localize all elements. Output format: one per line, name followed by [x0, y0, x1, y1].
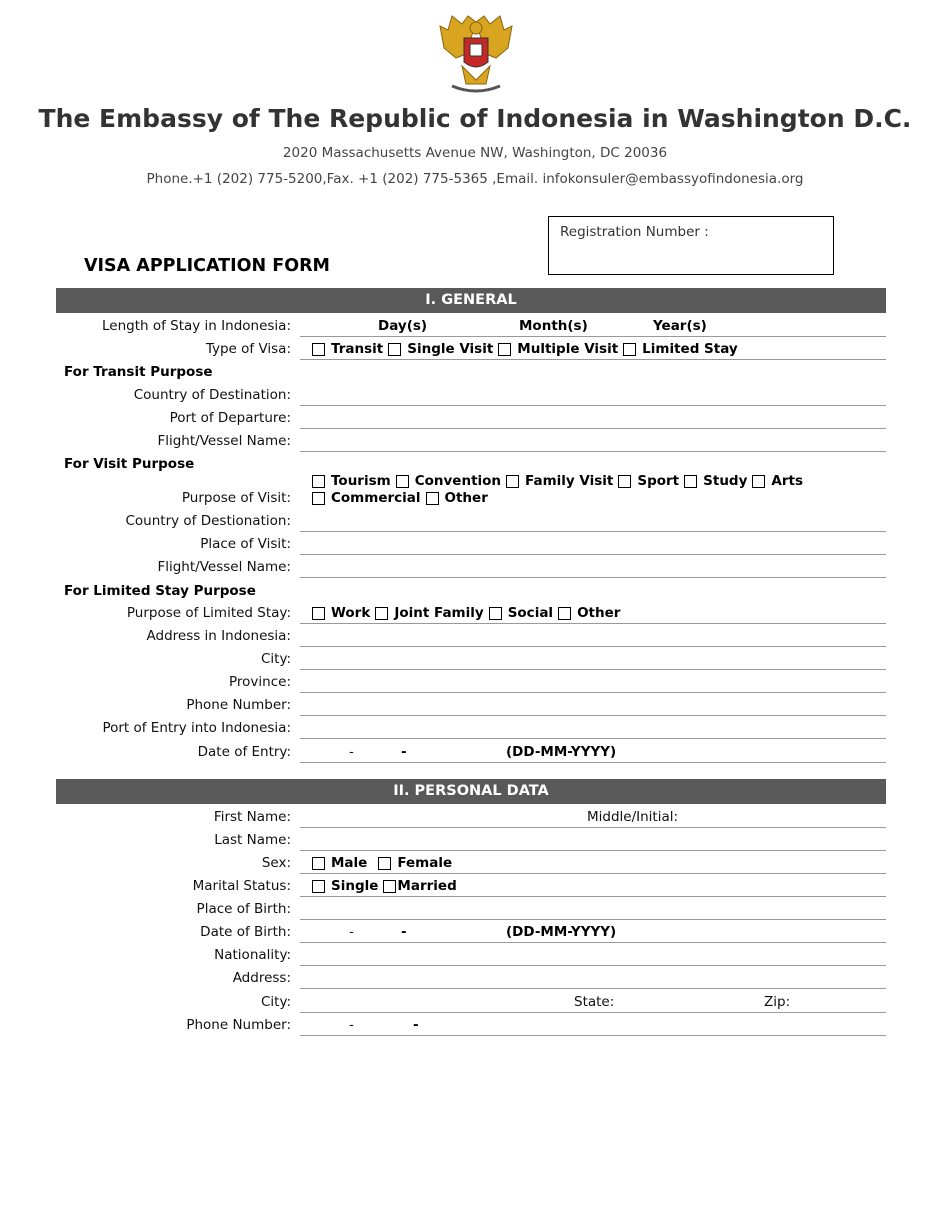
- sport-checkbox[interactable]: [618, 475, 631, 488]
- place-of-birth-row: [56, 897, 886, 920]
- purpose-of-limited-stay-label: Purpose of Limited Stay:: [126, 605, 291, 621]
- arts-checkbox[interactable]: [752, 475, 765, 488]
- visit-purpose-heading: For Visit Purpose: [64, 456, 195, 472]
- length-of-stay-row: [56, 314, 886, 337]
- female-checkbox[interactable]: [378, 857, 391, 870]
- dob-format-hint: (DD-MM-YYYY): [506, 924, 617, 940]
- sex-row: [56, 851, 886, 874]
- phone-indonesia-row: [56, 693, 886, 716]
- personal-city-label: City:: [260, 994, 291, 1010]
- work-option-label: Work: [331, 605, 371, 621]
- family-visit-option-label: Family Visit: [525, 473, 614, 489]
- transit-checkbox[interactable]: [312, 343, 325, 356]
- single-option-label: Single: [331, 878, 379, 894]
- limited-stay-option-label: Limited Stay: [642, 341, 738, 357]
- dob-dash-1: -: [349, 924, 354, 940]
- row-underline: [300, 359, 886, 360]
- convention-option-label: Convention: [414, 473, 502, 489]
- limited-stay-heading: For Limited Stay Purpose: [64, 583, 256, 599]
- convention-checkbox[interactable]: [396, 475, 409, 488]
- country-of-destionation-label: Country of Destionation:: [125, 513, 291, 529]
- transit-flight-label: Flight/Vessel Name:: [157, 433, 291, 449]
- family-visit-checkbox[interactable]: [506, 475, 519, 488]
- address-indonesia-row: [56, 624, 886, 647]
- phone-dash-2: -: [413, 1017, 419, 1033]
- place-of-birth-label: Place of Birth:: [196, 901, 291, 917]
- last-name-label: Last Name:: [214, 832, 291, 848]
- transit-flight-field[interactable]: [300, 451, 886, 452]
- registration-number-label: Registration Number :: [560, 224, 709, 240]
- marital-status-label: Marital Status:: [192, 878, 291, 894]
- multiple-visit-option-label: Multiple Visit: [517, 341, 619, 357]
- length-of-stay-label: Length of Stay in Indonesia:: [101, 318, 291, 334]
- tourism-checkbox[interactable]: [312, 475, 325, 488]
- limited-stay-purpose-row: [56, 601, 886, 624]
- nationality-label: Nationality:: [214, 947, 291, 963]
- date-of-birth-label: Date of Birth:: [200, 924, 291, 940]
- place-of-visit-label: Place of Visit:: [200, 536, 291, 552]
- single-checkbox[interactable]: [312, 880, 325, 893]
- address-label: Address:: [232, 970, 291, 986]
- form-title: VISA APPLICATION FORM: [84, 256, 330, 276]
- date-of-entry-label: Date of Entry:: [197, 744, 291, 760]
- middle-initial-label: Middle/Initial:: [587, 809, 679, 825]
- male-option-label: Male: [331, 855, 368, 871]
- transit-flight-row: [56, 429, 886, 452]
- address-row: [56, 966, 886, 989]
- married-checkbox[interactable]: [383, 880, 396, 893]
- male-checkbox[interactable]: [312, 857, 325, 870]
- study-option-label: Study: [703, 473, 748, 489]
- limited-stay-checkbox[interactable]: [623, 343, 636, 356]
- purpose-of-visit-row: [56, 469, 886, 509]
- multiple-visit-checkbox[interactable]: [498, 343, 511, 356]
- date-of-entry-field[interactable]: [300, 762, 886, 763]
- personal-phone-label: Phone Number:: [186, 1017, 291, 1033]
- first-name-row: [56, 805, 886, 828]
- visit-flight-row: [56, 555, 886, 578]
- personal-phone-field[interactable]: [300, 1035, 886, 1036]
- country-of-destination-label: Country of Destination:: [133, 387, 291, 403]
- social-option-label: Social: [507, 605, 554, 621]
- transit-country-row: [56, 383, 886, 406]
- married-option-label: Married: [397, 878, 457, 894]
- joint-family-checkbox[interactable]: [375, 607, 388, 620]
- purpose-of-visit-label: Purpose of Visit:: [181, 490, 291, 506]
- port-of-departure-label: Port of Departure:: [169, 410, 291, 426]
- visit-flight-label: Flight/Vessel Name:: [157, 559, 291, 575]
- other-limited-option-label: Other: [577, 605, 621, 621]
- embassy-contact: Phone.+1 (202) 775-5200,Fax. +1 (202) 775-5365 ,Email. infokonsuler@embassyofindonesia.org: [146, 171, 804, 187]
- arts-option-label: Arts: [771, 473, 804, 489]
- address-field[interactable]: [300, 988, 886, 989]
- months-label: Month(s): [519, 318, 588, 334]
- address-in-indonesia-label: Address in Indonesia:: [146, 628, 291, 644]
- zip-label: Zip:: [764, 994, 791, 1010]
- province-label: Province:: [229, 674, 291, 690]
- other-visit-option-label: Other: [444, 490, 488, 506]
- phone-number-label: Phone Number:: [186, 697, 291, 713]
- type-of-visa-row: [56, 337, 886, 360]
- port-of-entry-field[interactable]: [300, 738, 886, 739]
- transit-purpose-heading: For Transit Purpose: [64, 364, 213, 380]
- date-format-hint: (DD-MM-YYYY): [506, 744, 617, 760]
- years-label: Year(s): [653, 318, 707, 334]
- date-of-entry-row: [56, 740, 886, 763]
- date-dash-2: -: [401, 744, 407, 760]
- study-checkbox[interactable]: [684, 475, 697, 488]
- dob-dash-2: -: [401, 924, 407, 940]
- marital-status-row: [56, 874, 886, 897]
- city-label: City:: [260, 651, 291, 667]
- female-option-label: Female: [397, 855, 453, 871]
- visit-flight-field[interactable]: [300, 577, 886, 578]
- port-of-entry-row: [56, 716, 886, 739]
- embassy-address: 2020 Massachusetts Avenue NW, Washington, DC 20036: [282, 145, 668, 161]
- port-of-entry-label: Port of Entry into Indonesia:: [102, 720, 291, 736]
- type-of-visa-label: Type of Visa:: [205, 341, 291, 357]
- date-of-birth-row: [56, 920, 886, 943]
- city-state-zip-row: [56, 990, 886, 1013]
- place-of-visit-row: [56, 532, 886, 555]
- last-name-row: [56, 828, 886, 851]
- single-visit-option-label: Single Visit: [407, 341, 494, 357]
- sport-option-label: Sport: [637, 473, 680, 489]
- section-personal-header: II. PERSONAL DATA: [56, 779, 886, 804]
- tourism-option-label: Tourism: [331, 473, 391, 489]
- other-limited-checkbox[interactable]: [558, 607, 571, 620]
- province-row: [56, 670, 886, 693]
- transit-port-row: [56, 406, 886, 429]
- other-visit-checkbox[interactable]: [426, 492, 439, 505]
- work-checkbox[interactable]: [312, 607, 325, 620]
- date-dash-1: -: [349, 744, 354, 760]
- commercial-option-label: Commercial: [331, 490, 421, 506]
- sex-label: Sex:: [261, 855, 291, 871]
- nationality-row: [56, 943, 886, 966]
- social-checkbox[interactable]: [489, 607, 502, 620]
- city-indonesia-row: [56, 647, 886, 670]
- first-name-label: First Name:: [213, 809, 291, 825]
- personal-phone-row: [56, 1013, 886, 1036]
- commercial-checkbox[interactable]: [312, 492, 325, 505]
- transit-option-label: Transit: [331, 341, 384, 357]
- garuda-emblem-icon: [438, 14, 514, 96]
- visit-country-row: [56, 509, 886, 532]
- phone-dash-1: -: [349, 1017, 354, 1033]
- single-visit-checkbox[interactable]: [388, 343, 401, 356]
- state-label: State:: [574, 994, 615, 1010]
- joint-family-option-label: Joint Family: [394, 605, 484, 621]
- days-label: Day(s): [378, 318, 428, 334]
- embassy-title: The Embassy of The Republic of Indonesia in Washington D.C.: [38, 104, 912, 133]
- section-general-header: I. GENERAL: [56, 288, 886, 313]
